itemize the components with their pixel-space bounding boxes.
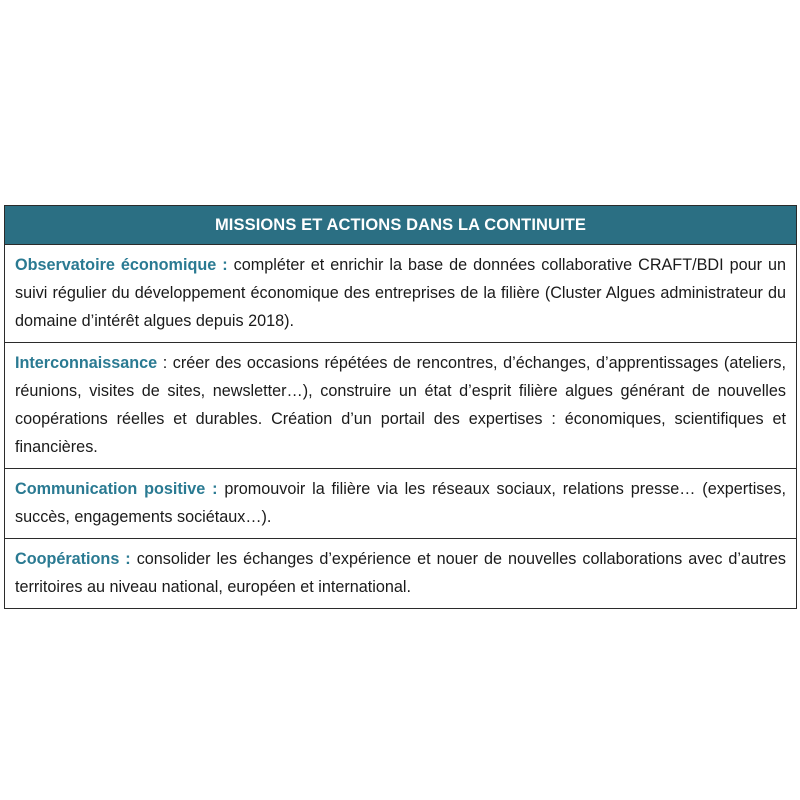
- row-title: Interconnaissance: [15, 354, 158, 372]
- row-text: consolider les échanges d’expérience et nouer de nouvelles collaborations avec d’autres territoires au niveau national, européen et international.: [15, 550, 786, 596]
- missions-table: [4, 205, 797, 609]
- table-row-communication: [5, 469, 796, 539]
- table-row-interconnaissance: [5, 343, 796, 469]
- row-text: compléter et enrichir la base de données collaborative CRAFT/BDI pour un suivi régulier du développement économique des entreprises de la filière (Cluster Algues administrateur du domaine d’intérêt algues depuis 2018).: [15, 256, 786, 330]
- row-text: promouvoir la filière via les réseaux sociaux, relations presse… (expertises, succès, engagements sociétaux…).: [15, 480, 786, 526]
- table-header: MISSIONS ET ACTIONS DANS LA CONTINUITE: [5, 206, 796, 245]
- table-row-cooperations: [5, 539, 796, 608]
- row-title: Communication positive :: [15, 480, 218, 498]
- row-text: : créer des occasions répétées de rencontres, d’échanges, d’apprentissages (ateliers, réunions, visites de sites, newsletter…), construire un état d’esprit filière algues générant de nouvelles coopérations réelles et durables. Création d’un portail des expertises : économiques, scientifiques et financières.: [15, 354, 786, 456]
- table-row-observatoire: [5, 245, 796, 343]
- row-title: Observatoire économique :: [15, 256, 228, 274]
- row-title: Coopérations :: [15, 550, 131, 568]
